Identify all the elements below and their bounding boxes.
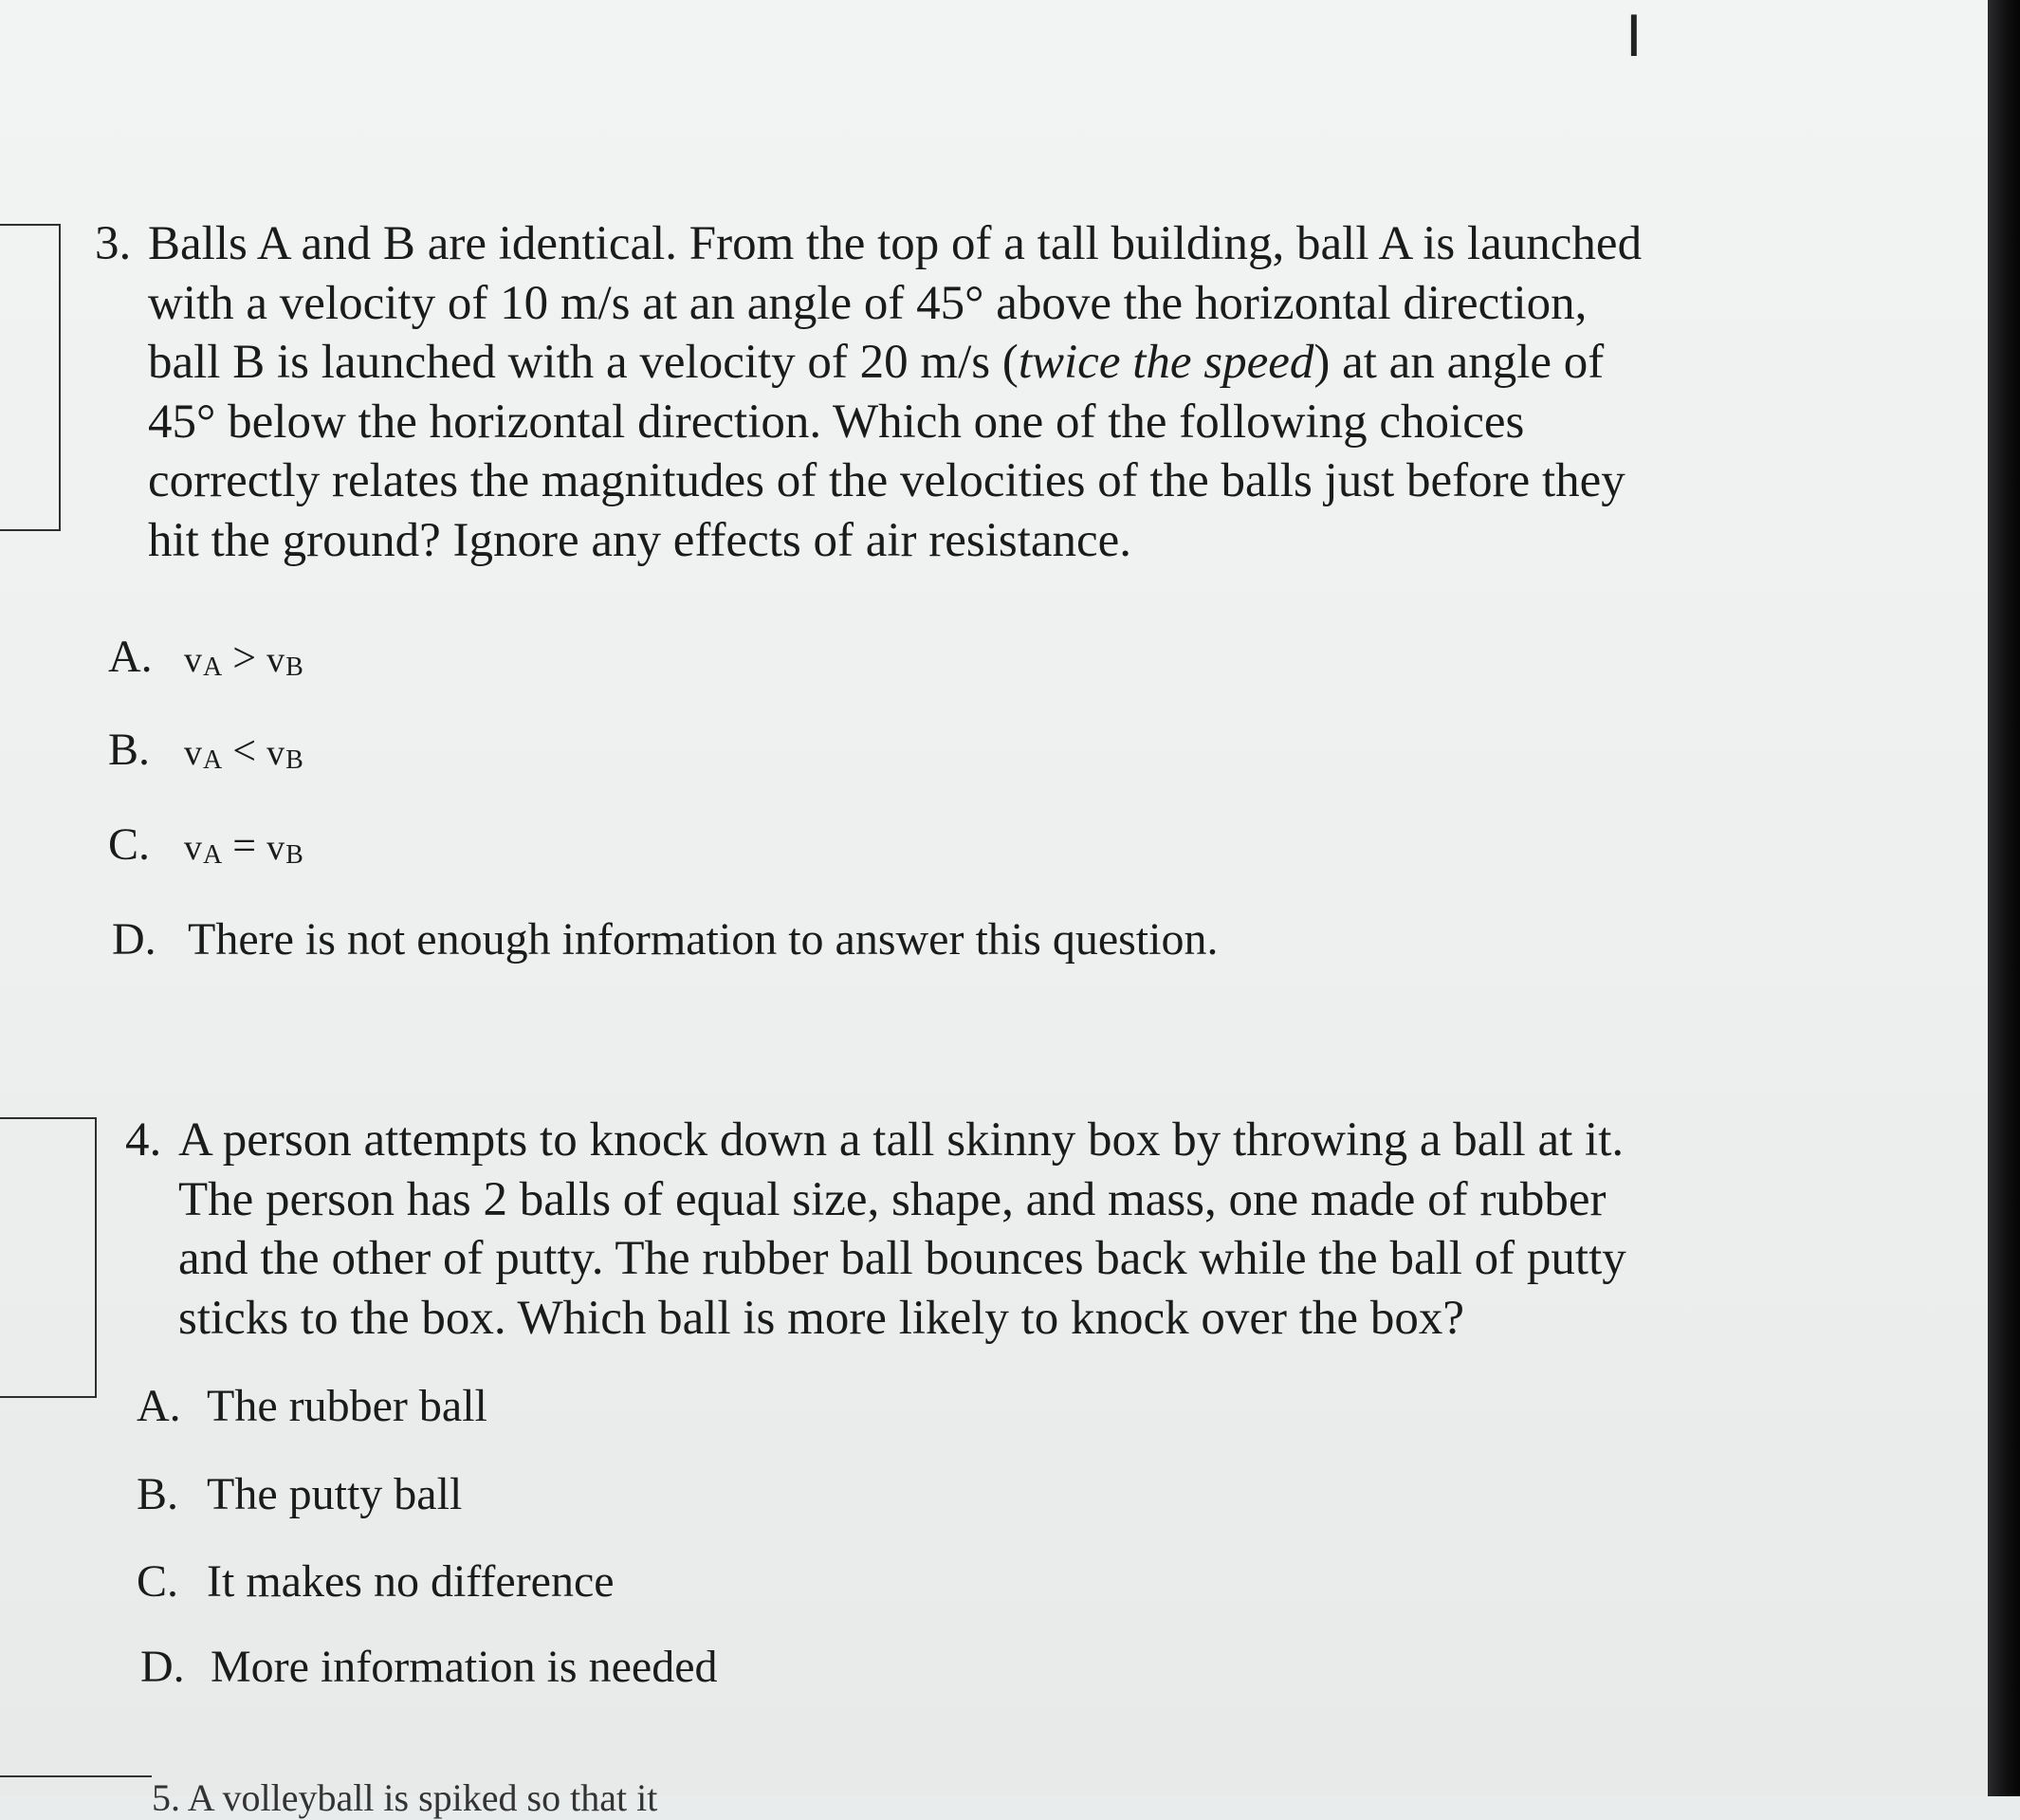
math-expression: $v_A < v_B$ bbox=[184, 727, 304, 775]
question-4-line-4: sticks to the box. Which ball is more likely to knock over the box? bbox=[178, 1291, 1464, 1345]
question-4-line-1: 4. A person attempts to knock down a tall skinny box by throwing a ball at it. bbox=[125, 1111, 1626, 1170]
question-3-line-5: correctly relates the magnitudes of the velocities of the balls just before they bbox=[148, 454, 1625, 507]
question-number: 3. bbox=[95, 217, 132, 270]
math-expression: $v_A > v_B$ bbox=[184, 634, 304, 682]
question-4-line-3: and the other of putty. The rubber ball bounces back while the ball of putty bbox=[178, 1232, 1626, 1285]
question-4 bbox=[125, 1111, 1626, 1348]
emphasis-text: twice the speed bbox=[1018, 336, 1314, 389]
question-3-line-6: hit the ground? Ignore any effects of air resistance. bbox=[148, 513, 1132, 567]
question-4-line-2: The person has 2 balls of equal size, shape, and mass, one made of rubber bbox=[178, 1172, 1607, 1226]
question-number: 4. bbox=[125, 1113, 162, 1167]
monitor-bezel bbox=[1988, 0, 2020, 1796]
question-3-line-2: with a velocity of 10 m/s at an angle of 45° above the horizontal direction, bbox=[148, 276, 1588, 330]
answer-box-q4[interactable] bbox=[0, 1117, 97, 1398]
question-5-partial: 5. A volleyball is spiked so that it bbox=[152, 1776, 658, 1819]
q3-choice-b[interactable]: B. $v_A < v_B$ bbox=[108, 725, 304, 775]
question-3-line-3: ball B is launched with a velocity of 20 m/s (twice the speed) at an angle of bbox=[148, 336, 1605, 389]
q4-choice-b[interactable]: B. The putty ball bbox=[137, 1469, 463, 1519]
q4-choice-a[interactable]: A. The rubber ball bbox=[137, 1381, 487, 1431]
q3-choice-c[interactable]: C. $v_A = v_B$ bbox=[108, 819, 304, 870]
q4-choice-c[interactable]: C. It makes no difference bbox=[137, 1556, 615, 1607]
text-cursor-icon: I bbox=[1625, 4, 1643, 70]
question-3-line-4: 45° below the horizontal direction. Which one of the following choices bbox=[148, 395, 1525, 449]
math-expression: $v_A = v_B$ bbox=[184, 822, 304, 870]
q4-choice-d[interactable]: D. More information is needed bbox=[140, 1642, 718, 1692]
question-3 bbox=[95, 214, 1642, 570]
q3-choice-d[interactable]: D. There is not enough information to answer this question. bbox=[112, 914, 1219, 965]
q3-choice-a[interactable]: A. $v_A > v_B$ bbox=[108, 632, 304, 682]
answer-box-q3[interactable] bbox=[0, 224, 61, 531]
question-3-line-1: 3. Balls A and B are identical. From the top of a tall building, ball A is launched bbox=[95, 214, 1642, 274]
answer-box-q5-edge bbox=[0, 1775, 152, 1777]
